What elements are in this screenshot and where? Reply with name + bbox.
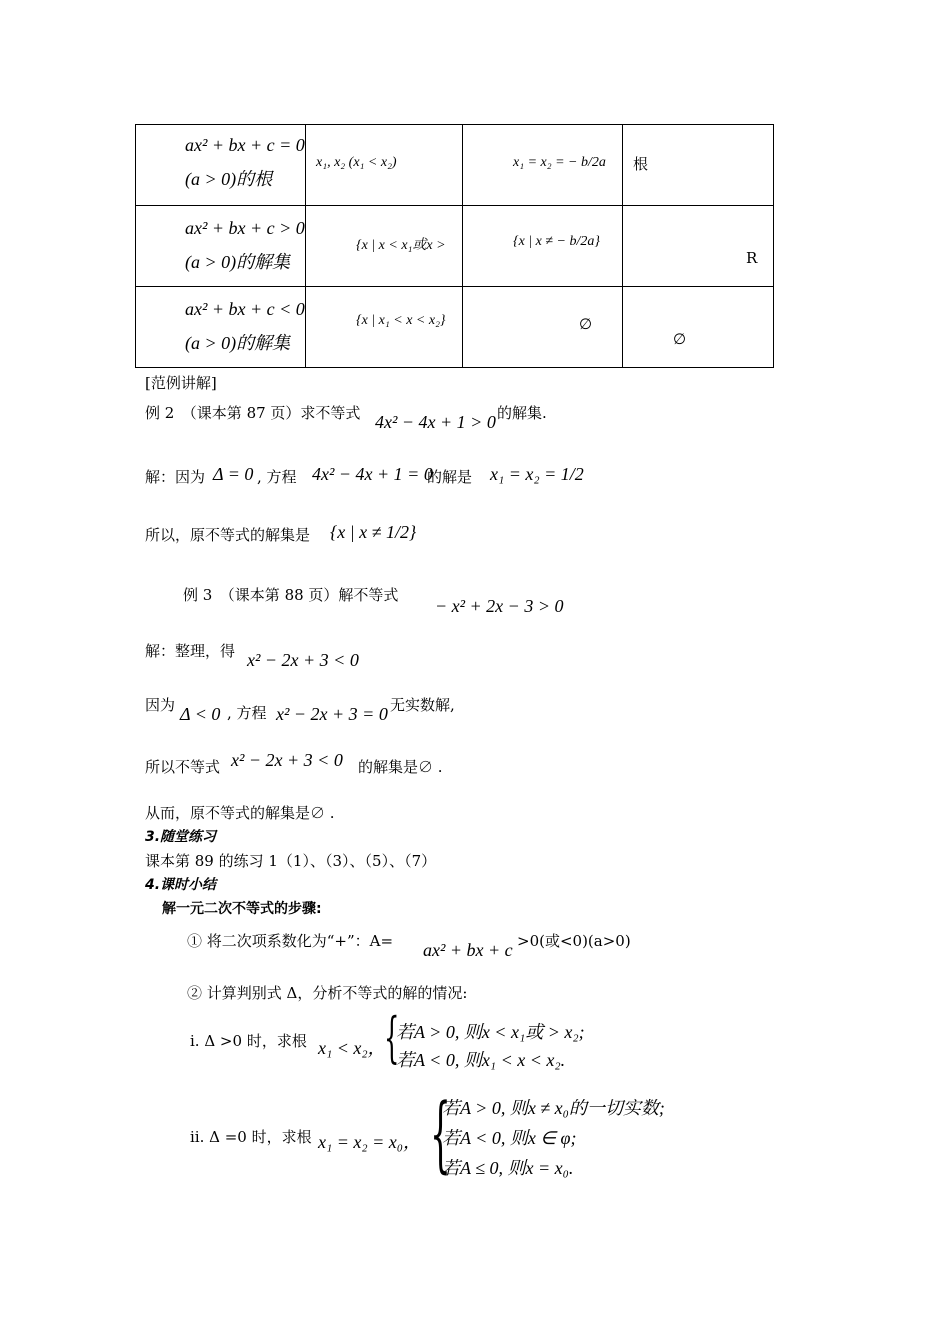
section-heading: [范例讲解]	[145, 374, 217, 392]
example-label: 例 2 （课本第 87 页）求不等式	[145, 404, 361, 422]
text-span: ② 计算判别式 Δ，分析不等式的解的情况:	[187, 984, 468, 1002]
cell-text: ax² + bx + c < 0	[185, 299, 305, 319]
table-cell	[306, 206, 463, 287]
text-span: 解：整理，得	[145, 642, 236, 660]
math-expression: {x | x ≠ 1/2}	[330, 522, 417, 542]
cell-text: (a > 0)的解集	[185, 333, 291, 353]
text-span: , 方程	[227, 704, 267, 722]
math-expression: − x² + 2x − 3 > 0	[435, 596, 564, 616]
section-heading: 3.随堂练习	[145, 829, 217, 845]
text-span: 的解是	[427, 468, 473, 486]
cell-text: ∅	[579, 315, 593, 333]
math-expression: 若A > 0, 则x < x₁或 > x₂;	[396, 1022, 585, 1042]
cell-text: {x | x ≠ − b/2a}	[513, 234, 600, 249]
text-span: 从而，原不等式的解集是∅ .	[145, 804, 335, 822]
text-span: , 方程	[257, 468, 297, 486]
math-expression: x₁ = x₂ = x₀，	[318, 1132, 422, 1152]
math-expression: 4x² − 4x + 1 = 0	[312, 464, 433, 484]
text-span: 的解集.	[497, 404, 547, 422]
text-span: ① 将二次项系数化为“+”：A=	[187, 932, 394, 950]
table-cell	[306, 287, 463, 368]
table-cell	[623, 206, 774, 287]
table-cell	[136, 206, 306, 287]
text-span: 课本第 89 的练习 1（1）、（3）、（5）、（7）	[145, 852, 437, 870]
math-expression: x² − 2x + 3 = 0	[276, 704, 388, 724]
math-expression: x₁ = x₂ = 1/2	[490, 464, 584, 484]
table-cell	[136, 287, 306, 368]
text-span: >0(或<0)(a>0)	[517, 932, 631, 950]
cell-text: x₁ = x₂ = − b/2a	[513, 155, 606, 170]
math-expression: ax² + bx + c	[423, 940, 513, 960]
math-expression: x² − 2x + 3 < 0	[247, 650, 359, 670]
text-span: ⅱ. Δ =0 时，求根	[190, 1128, 312, 1146]
text-span: 解：因为	[145, 468, 206, 486]
text-span: 所以，原不等式的解集是	[145, 526, 311, 544]
table-cell	[623, 125, 774, 206]
left-brace: {	[384, 1006, 400, 1069]
table-cell	[306, 125, 463, 206]
left-brace: {	[430, 1087, 451, 1182]
cell-text: R	[746, 249, 758, 267]
cell-text: ax² + bx + c > 0	[185, 218, 305, 238]
summary-table	[135, 124, 774, 368]
math-expression: Δ = 0	[213, 464, 254, 484]
math-expression: x₁ < x₂，	[318, 1038, 386, 1058]
table-cell	[136, 125, 306, 206]
table-cell	[463, 206, 623, 287]
section-heading: 4.课时小结	[145, 877, 217, 893]
cell-text: (a > 0)的根	[185, 169, 273, 189]
text-span: 的解集是∅ .	[358, 758, 443, 776]
text-span: 因为	[145, 696, 176, 714]
cell-text: x₁, x₂ (x₁ < x₂)	[316, 155, 397, 170]
math-expression: 若A ≤ 0, 则x = x₀.	[442, 1158, 574, 1178]
math-expression: x² − 2x + 3 < 0	[231, 750, 343, 770]
table-row	[136, 125, 774, 206]
cell-text: ax² + bx + c = 0	[185, 135, 305, 155]
math-expression: 若A > 0, 则x ≠ x₀的一切实数;	[442, 1098, 665, 1118]
cell-text: (a > 0)的解集	[185, 252, 291, 272]
math-expression: Δ < 0	[180, 704, 221, 724]
math-expression: 若A < 0, 则x₁ < x < x₂.	[396, 1050, 566, 1070]
table-cell	[463, 125, 623, 206]
math-expression: 4x² − 4x + 1 > 0	[375, 412, 496, 432]
table-row	[136, 206, 774, 287]
math-expression: 若A < 0, 则x ∈ φ;	[442, 1128, 577, 1148]
section-heading: 解一元二次不等式的步骤:	[162, 901, 322, 917]
text-span: ⅰ. Δ >0 时，求根	[190, 1032, 307, 1050]
text-span: 无实数解,	[390, 696, 455, 714]
table-row	[136, 287, 774, 368]
cell-text: {x | x₁ < x < x₂}	[356, 313, 446, 328]
cell-text: 根	[633, 155, 649, 173]
cell-text: ∅	[673, 330, 687, 348]
cell-text: {x | x < x₁或x >	[356, 238, 446, 253]
table-cell	[623, 287, 774, 368]
example-label: 例 3 （课本第 88 页）解不等式	[183, 586, 399, 604]
text-span: 所以不等式	[145, 758, 221, 776]
table-cell	[463, 287, 623, 368]
